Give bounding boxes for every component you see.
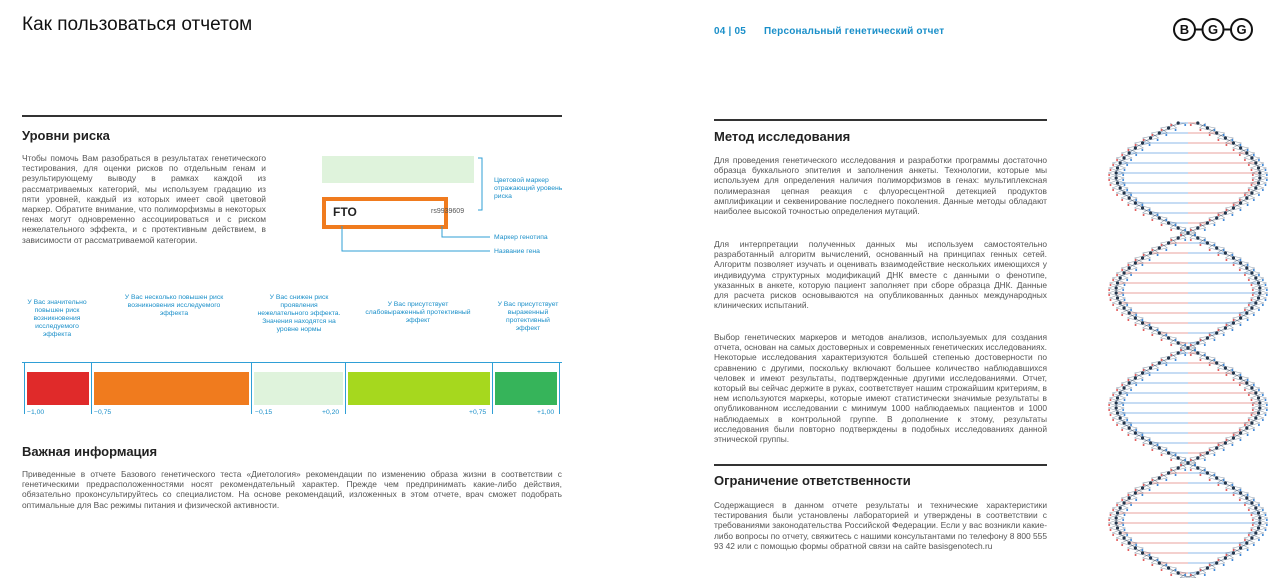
- important-text: Приведенные в отчете Базового генетического теста «Диетология» рекомендации по изменению образа жизни в соответствии с генетическими предрасположенностями носят рекомендательный характер. Прежде чем предпринимать какие-либо действия, обязательно проконсультируйтесь со специалистом. На основе рекомендаций, изложенных в этом отчете, врач сможет подобрать оптимальные для Вас режимы питания и физической активности.: [22, 469, 562, 510]
- scale-tick: −0,15: [255, 409, 273, 416]
- annotation-gene-name: Название гена: [494, 248, 540, 255]
- company-logo: [1172, 17, 1254, 42]
- section-divider: [22, 115, 562, 117]
- level-label-1: У Вас значительно повышен риск возникновения исследуемого эффекта: [27, 299, 87, 338]
- risk-heading: Уровни риска: [22, 128, 110, 143]
- scale-tick: +1,00: [537, 409, 555, 416]
- scale-divider: [251, 362, 252, 414]
- scale-divider: [492, 362, 493, 414]
- genotype-marker-example: rs9939609: [431, 208, 465, 215]
- risk-level-bar-3: [254, 372, 343, 405]
- risk-description: Чтобы помочь Вам разобраться в результатах генетического тестирования, для оценки рисков по отдельным генам и результирующему выводу в рамках каждой из рассматриваемых категорий, мы используем градацию из пяти уровней, каждый из которых имеет свой цветовой маркер. Обратите внимание, что полиморфизмы в некоторых генах могут одновременно ассоциироваться и с риском нежелательного эффекта, и с протективным действием, в зависимости от рассматриваемой категории.: [22, 153, 266, 245]
- level-label-5: У Вас присутствует выраженный протективный эффект: [497, 301, 559, 332]
- liability-heading: Ограничение ответственности: [714, 473, 911, 488]
- scale-divider: [345, 362, 346, 414]
- method-paragraph-1: Для проведения генетического исследования и разработки программы достаточно образца буккального эпителия и заполнения анкеты. Технологии, которые мы используем для определения наличия полиморфизмов в генах: мультиплексная полимеразная цепная реакция с флуоресцентной детекцией продуктов амплификации и секвенирование последнего поколения. Данные методы обладают наиболее высокой точностью определения мутаций.: [714, 155, 1047, 217]
- section-divider: [714, 464, 1047, 466]
- risk-level-bar-2: [94, 372, 249, 405]
- dna-helix-illustration: [1088, 118, 1278, 578]
- level-label-3: У Вас снижен риск проявления нежелательного эффекта. Значения находятся на уровне нормы: [257, 294, 341, 333]
- svg-text:B: B: [1179, 22, 1190, 37]
- level-label-2: У Вас несколько повышен риск возникновения исследуемого эффекта: [124, 294, 224, 317]
- liability-text: Содержащиеся в данном отчете результаты и технические характеристики тестирования были установлены лабораторией и утверждены в соответствии с требованиями законодательства Российской Федерации. Если у вас возникли какие-либо вопросы по отчету, свяжитесь с нашими консультантами по телефону 8 800 555 93 42 или с помощью формы обратной связи на сайте basisgenotech.ru: [714, 500, 1047, 551]
- risk-level-bar-4: [348, 372, 490, 405]
- annotation-connectors: [320, 150, 500, 260]
- svg-text:G: G: [1236, 22, 1247, 37]
- page-title: Как пользоваться отчетом: [22, 14, 253, 35]
- svg-text:G: G: [1207, 22, 1219, 37]
- scale-divider: [24, 362, 25, 414]
- risk-level-bar-5: [495, 372, 557, 405]
- page-number: 04 | 05: [714, 26, 747, 37]
- scale-baseline: [22, 362, 562, 363]
- risk-level-bar-1: [27, 372, 89, 405]
- scale-divider: [91, 362, 92, 414]
- gene-name-example: FTO: [333, 205, 357, 219]
- method-heading: Метод исследования: [714, 129, 851, 144]
- annotation-color-marker: Цветовой маркер отражающий уровень риска: [494, 177, 563, 200]
- scale-divider: [559, 362, 560, 414]
- important-heading: Важная информация: [22, 444, 158, 459]
- scale-tick: −0,75: [94, 409, 112, 416]
- section-divider: [714, 119, 1047, 121]
- scale-tick: +0,75: [469, 409, 487, 416]
- method-paragraph-2: Для интерпретации полученных данных мы используем самостоятельно разработанный алгоритм вычислений, основанный на принципах генных сетей. Алгоритм позволяет изучать и оценивать взаимодействие нескольких имеющихся у индивидуума структурных модификаций ДНК вместе с данными о фенотипе, указанных в анкете, которую пациент заполняет при сборе образца ДНК. Данные для расчета рисков основываются на опубликованных данных международных клинических испытаний.: [714, 239, 1047, 311]
- page-header: [714, 26, 944, 37]
- scale-tick: −1,00: [27, 409, 45, 416]
- report-name: Персональный генетический отчет: [763, 26, 945, 37]
- level-label-4: У Вас присутствует слабовыраженный протективный эффект: [365, 301, 471, 324]
- annotation-genotype-marker: Маркер генотипа: [494, 234, 548, 241]
- scale-tick: +0,20: [322, 409, 340, 416]
- method-paragraph-3: Выбор генетических маркеров и методов анализов, используемых для создания отчета, основан на самых достоверных и современных генетических исследованиях. Некоторые исследования характеризуются большей степенью достоверности по сравнению с другими, поскольку включают большее количество наблюдавшихся человек и имеют результаты, подтвержденные другими исследованиями. Отчет, который вы сейчас держите в руках, соответствует нашим строжайшим критериям, в нем используются маркеры, которые имеют статистически значимые результаты в опубликованном исследовании с минимум 1000 наблюдаемых пациентов и 1000 наблюдаемых в контрольной группе. В дополнение к этому, результаты исследования были повторно подтверждены в подобных исследованиях данной этнической группы.: [714, 332, 1047, 445]
